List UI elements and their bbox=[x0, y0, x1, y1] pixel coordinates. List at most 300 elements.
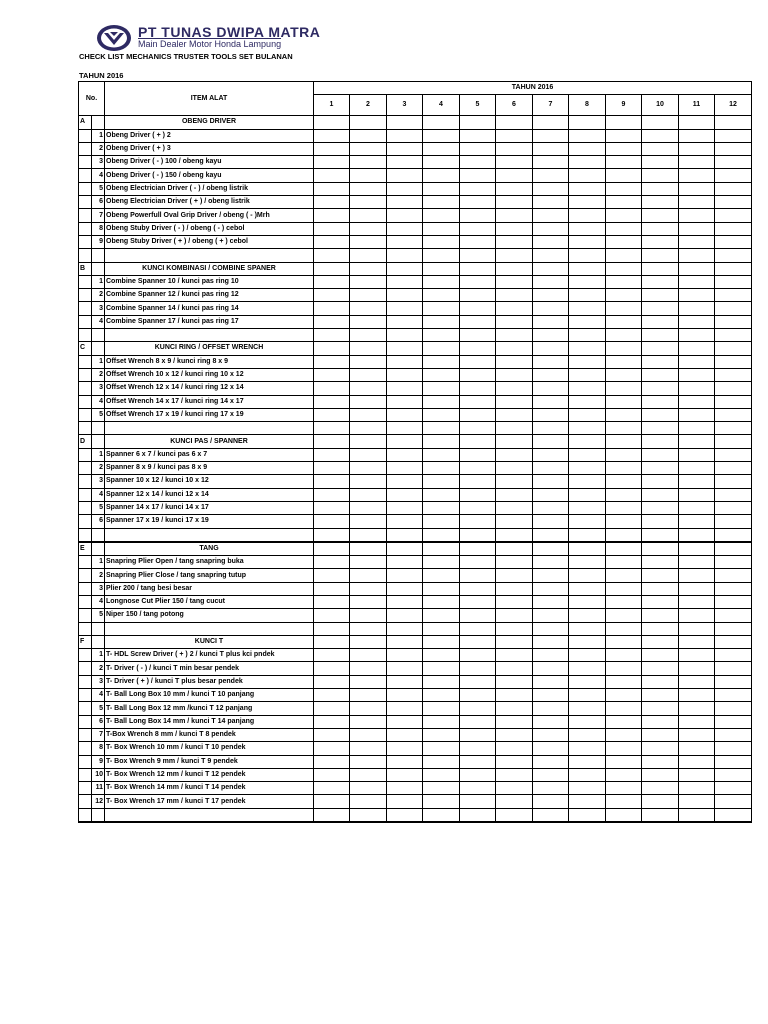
check-cell-month-12[interactable] bbox=[715, 556, 752, 569]
check-cell-month-11[interactable] bbox=[679, 302, 715, 315]
check-cell-month-8[interactable] bbox=[569, 795, 606, 808]
check-cell-month-12[interactable] bbox=[715, 808, 752, 822]
check-cell-month-11[interactable] bbox=[679, 742, 715, 755]
check-cell-month-7[interactable] bbox=[533, 262, 569, 275]
check-cell-month-7[interactable] bbox=[533, 368, 569, 381]
check-cell-month-11[interactable] bbox=[679, 609, 715, 622]
check-cell-month-4[interactable] bbox=[423, 235, 460, 248]
check-cell-month-8[interactable] bbox=[569, 715, 606, 728]
check-cell-month-4[interactable] bbox=[423, 329, 460, 342]
check-cell-month-6[interactable] bbox=[496, 755, 533, 768]
check-cell-month-10[interactable] bbox=[642, 262, 679, 275]
check-cell-month-2[interactable] bbox=[350, 408, 387, 421]
check-cell-month-9[interactable] bbox=[606, 368, 642, 381]
check-cell-month-6[interactable] bbox=[496, 488, 533, 501]
check-cell-month-1[interactable] bbox=[314, 262, 350, 275]
check-cell-month-3[interactable] bbox=[387, 329, 423, 342]
check-cell-month-5[interactable] bbox=[460, 116, 496, 129]
check-cell-month-10[interactable] bbox=[642, 488, 679, 501]
check-cell-month-12[interactable] bbox=[715, 235, 752, 248]
check-cell-month-11[interactable] bbox=[679, 528, 715, 542]
check-cell-month-8[interactable] bbox=[569, 182, 606, 195]
check-cell-month-5[interactable] bbox=[460, 702, 496, 715]
check-cell-month-3[interactable] bbox=[387, 382, 423, 395]
check-cell-month-1[interactable] bbox=[314, 556, 350, 569]
check-cell-month-7[interactable] bbox=[533, 795, 569, 808]
check-cell-month-7[interactable] bbox=[533, 689, 569, 702]
check-cell-month-1[interactable] bbox=[314, 542, 350, 556]
check-cell-month-12[interactable] bbox=[715, 275, 752, 288]
check-cell-month-8[interactable] bbox=[569, 275, 606, 288]
check-cell-month-3[interactable] bbox=[387, 142, 423, 155]
check-cell-month-5[interactable] bbox=[460, 595, 496, 608]
check-cell-month-1[interactable] bbox=[314, 382, 350, 395]
check-cell-month-5[interactable] bbox=[460, 302, 496, 315]
check-cell-month-1[interactable] bbox=[314, 235, 350, 248]
check-cell-month-7[interactable] bbox=[533, 515, 569, 528]
check-cell-month-10[interactable] bbox=[642, 142, 679, 155]
check-cell-month-8[interactable] bbox=[569, 649, 606, 662]
check-cell-month-12[interactable] bbox=[715, 315, 752, 328]
check-cell-month-1[interactable] bbox=[314, 182, 350, 195]
check-cell-month-4[interactable] bbox=[423, 768, 460, 781]
check-cell-month-12[interactable] bbox=[715, 609, 752, 622]
check-cell-month-6[interactable] bbox=[496, 355, 533, 368]
check-cell-month-2[interactable] bbox=[350, 609, 387, 622]
check-cell-month-11[interactable] bbox=[679, 262, 715, 275]
check-cell-month-2[interactable] bbox=[350, 275, 387, 288]
check-cell-month-2[interactable] bbox=[350, 382, 387, 395]
check-cell-month-2[interactable] bbox=[350, 302, 387, 315]
check-cell-month-3[interactable] bbox=[387, 595, 423, 608]
check-cell-month-9[interactable] bbox=[606, 382, 642, 395]
check-cell-month-9[interactable] bbox=[606, 169, 642, 182]
check-cell-month-3[interactable] bbox=[387, 182, 423, 195]
check-cell-month-3[interactable] bbox=[387, 275, 423, 288]
check-cell-month-2[interactable] bbox=[350, 142, 387, 155]
check-cell-month-7[interactable] bbox=[533, 556, 569, 569]
check-cell-month-10[interactable] bbox=[642, 768, 679, 781]
check-cell-month-3[interactable] bbox=[387, 235, 423, 248]
check-cell-month-2[interactable] bbox=[350, 448, 387, 461]
check-cell-month-6[interactable] bbox=[496, 462, 533, 475]
check-cell-month-12[interactable] bbox=[715, 515, 752, 528]
check-cell-month-8[interactable] bbox=[569, 289, 606, 302]
check-cell-month-2[interactable] bbox=[350, 649, 387, 662]
check-cell-month-11[interactable] bbox=[679, 196, 715, 209]
check-cell-month-11[interactable] bbox=[679, 715, 715, 728]
check-cell-month-9[interactable] bbox=[606, 182, 642, 195]
check-cell-month-9[interactable] bbox=[606, 422, 642, 435]
check-cell-month-4[interactable] bbox=[423, 342, 460, 355]
check-cell-month-11[interactable] bbox=[679, 275, 715, 288]
check-cell-month-11[interactable] bbox=[679, 156, 715, 169]
check-cell-month-11[interactable] bbox=[679, 315, 715, 328]
check-cell-month-5[interactable] bbox=[460, 755, 496, 768]
check-cell-month-9[interactable] bbox=[606, 435, 642, 448]
check-cell-month-10[interactable] bbox=[642, 448, 679, 461]
check-cell-month-10[interactable] bbox=[642, 728, 679, 741]
check-cell-month-8[interactable] bbox=[569, 635, 606, 648]
check-cell-month-6[interactable] bbox=[496, 382, 533, 395]
check-cell-month-4[interactable] bbox=[423, 569, 460, 582]
check-cell-month-9[interactable] bbox=[606, 408, 642, 421]
check-cell-month-10[interactable] bbox=[642, 182, 679, 195]
check-cell-month-1[interactable] bbox=[314, 422, 350, 435]
check-cell-month-6[interactable] bbox=[496, 728, 533, 741]
check-cell-month-3[interactable] bbox=[387, 435, 423, 448]
check-cell-month-8[interactable] bbox=[569, 156, 606, 169]
check-cell-month-12[interactable] bbox=[715, 196, 752, 209]
check-cell-month-3[interactable] bbox=[387, 715, 423, 728]
check-cell-month-2[interactable] bbox=[350, 116, 387, 129]
check-cell-month-9[interactable] bbox=[606, 609, 642, 622]
check-cell-month-9[interactable] bbox=[606, 582, 642, 595]
check-cell-month-5[interactable] bbox=[460, 435, 496, 448]
check-cell-month-10[interactable] bbox=[642, 662, 679, 675]
check-cell-month-3[interactable] bbox=[387, 129, 423, 142]
check-cell-month-5[interactable] bbox=[460, 462, 496, 475]
check-cell-month-4[interactable] bbox=[423, 782, 460, 795]
check-cell-month-7[interactable] bbox=[533, 782, 569, 795]
check-cell-month-1[interactable] bbox=[314, 488, 350, 501]
check-cell-month-8[interactable] bbox=[569, 169, 606, 182]
check-cell-month-1[interactable] bbox=[314, 782, 350, 795]
check-cell-month-10[interactable] bbox=[642, 249, 679, 262]
check-cell-month-4[interactable] bbox=[423, 501, 460, 514]
check-cell-month-3[interactable] bbox=[387, 582, 423, 595]
check-cell-month-5[interactable] bbox=[460, 275, 496, 288]
check-cell-month-11[interactable] bbox=[679, 795, 715, 808]
check-cell-month-8[interactable] bbox=[569, 728, 606, 741]
check-cell-month-10[interactable] bbox=[642, 116, 679, 129]
check-cell-month-12[interactable] bbox=[715, 129, 752, 142]
check-cell-month-2[interactable] bbox=[350, 209, 387, 222]
check-cell-month-10[interactable] bbox=[642, 475, 679, 488]
check-cell-month-10[interactable] bbox=[642, 808, 679, 822]
check-cell-month-4[interactable] bbox=[423, 488, 460, 501]
check-cell-month-3[interactable] bbox=[387, 315, 423, 328]
check-cell-month-8[interactable] bbox=[569, 302, 606, 315]
check-cell-month-12[interactable] bbox=[715, 622, 752, 635]
check-cell-month-9[interactable] bbox=[606, 768, 642, 781]
check-cell-month-8[interactable] bbox=[569, 755, 606, 768]
check-cell-month-1[interactable] bbox=[314, 515, 350, 528]
check-cell-month-12[interactable] bbox=[715, 355, 752, 368]
check-cell-month-3[interactable] bbox=[387, 782, 423, 795]
check-cell-month-8[interactable] bbox=[569, 435, 606, 448]
check-cell-month-5[interactable] bbox=[460, 368, 496, 381]
check-cell-month-6[interactable] bbox=[496, 569, 533, 582]
check-cell-month-4[interactable] bbox=[423, 182, 460, 195]
check-cell-month-9[interactable] bbox=[606, 196, 642, 209]
check-cell-month-2[interactable] bbox=[350, 235, 387, 248]
check-cell-month-3[interactable] bbox=[387, 209, 423, 222]
check-cell-month-10[interactable] bbox=[642, 742, 679, 755]
check-cell-month-12[interactable] bbox=[715, 689, 752, 702]
check-cell-month-9[interactable] bbox=[606, 329, 642, 342]
check-cell-month-4[interactable] bbox=[423, 755, 460, 768]
check-cell-month-8[interactable] bbox=[569, 556, 606, 569]
check-cell-month-6[interactable] bbox=[496, 542, 533, 556]
check-cell-month-1[interactable] bbox=[314, 755, 350, 768]
check-cell-month-2[interactable] bbox=[350, 355, 387, 368]
check-cell-month-6[interactable] bbox=[496, 235, 533, 248]
check-cell-month-4[interactable] bbox=[423, 355, 460, 368]
check-cell-month-1[interactable] bbox=[314, 342, 350, 355]
check-cell-month-8[interactable] bbox=[569, 702, 606, 715]
check-cell-month-7[interactable] bbox=[533, 235, 569, 248]
check-cell-month-3[interactable] bbox=[387, 448, 423, 461]
check-cell-month-9[interactable] bbox=[606, 501, 642, 514]
check-cell-month-8[interactable] bbox=[569, 501, 606, 514]
check-cell-month-6[interactable] bbox=[496, 209, 533, 222]
check-cell-month-2[interactable] bbox=[350, 742, 387, 755]
check-cell-month-1[interactable] bbox=[314, 302, 350, 315]
check-cell-month-7[interactable] bbox=[533, 488, 569, 501]
check-cell-month-3[interactable] bbox=[387, 542, 423, 556]
check-cell-month-8[interactable] bbox=[569, 368, 606, 381]
check-cell-month-12[interactable] bbox=[715, 542, 752, 556]
check-cell-month-9[interactable] bbox=[606, 808, 642, 822]
check-cell-month-11[interactable] bbox=[679, 209, 715, 222]
check-cell-month-3[interactable] bbox=[387, 302, 423, 315]
check-cell-month-12[interactable] bbox=[715, 262, 752, 275]
check-cell-month-5[interactable] bbox=[460, 782, 496, 795]
check-cell-month-9[interactable] bbox=[606, 475, 642, 488]
check-cell-month-3[interactable] bbox=[387, 475, 423, 488]
check-cell-month-11[interactable] bbox=[679, 635, 715, 648]
check-cell-month-2[interactable] bbox=[350, 435, 387, 448]
check-cell-month-3[interactable] bbox=[387, 368, 423, 381]
check-cell-month-11[interactable] bbox=[679, 782, 715, 795]
check-cell-month-11[interactable] bbox=[679, 422, 715, 435]
check-cell-month-10[interactable] bbox=[642, 422, 679, 435]
check-cell-month-1[interactable] bbox=[314, 209, 350, 222]
check-cell-month-3[interactable] bbox=[387, 515, 423, 528]
check-cell-month-1[interactable] bbox=[314, 582, 350, 595]
check-cell-month-7[interactable] bbox=[533, 382, 569, 395]
check-cell-month-4[interactable] bbox=[423, 542, 460, 556]
check-cell-month-10[interactable] bbox=[642, 222, 679, 235]
check-cell-month-2[interactable] bbox=[350, 368, 387, 381]
check-cell-month-8[interactable] bbox=[569, 675, 606, 688]
check-cell-month-12[interactable] bbox=[715, 662, 752, 675]
check-cell-month-10[interactable] bbox=[642, 675, 679, 688]
check-cell-month-1[interactable] bbox=[314, 728, 350, 741]
check-cell-month-10[interactable] bbox=[642, 528, 679, 542]
check-cell-month-3[interactable] bbox=[387, 662, 423, 675]
check-cell-month-3[interactable] bbox=[387, 342, 423, 355]
check-cell-month-3[interactable] bbox=[387, 262, 423, 275]
check-cell-month-8[interactable] bbox=[569, 542, 606, 556]
check-cell-month-11[interactable] bbox=[679, 382, 715, 395]
check-cell-month-4[interactable] bbox=[423, 222, 460, 235]
check-cell-month-7[interactable] bbox=[533, 435, 569, 448]
check-cell-month-9[interactable] bbox=[606, 728, 642, 741]
check-cell-month-7[interactable] bbox=[533, 595, 569, 608]
check-cell-month-4[interactable] bbox=[423, 156, 460, 169]
check-cell-month-2[interactable] bbox=[350, 262, 387, 275]
check-cell-month-12[interactable] bbox=[715, 728, 752, 741]
check-cell-month-8[interactable] bbox=[569, 329, 606, 342]
check-cell-month-10[interactable] bbox=[642, 355, 679, 368]
check-cell-month-4[interactable] bbox=[423, 715, 460, 728]
check-cell-month-6[interactable] bbox=[496, 582, 533, 595]
check-cell-month-7[interactable] bbox=[533, 528, 569, 542]
check-cell-month-3[interactable] bbox=[387, 395, 423, 408]
check-cell-month-11[interactable] bbox=[679, 462, 715, 475]
check-cell-month-11[interactable] bbox=[679, 169, 715, 182]
check-cell-month-12[interactable] bbox=[715, 182, 752, 195]
check-cell-month-1[interactable] bbox=[314, 289, 350, 302]
check-cell-month-8[interactable] bbox=[569, 515, 606, 528]
check-cell-month-3[interactable] bbox=[387, 355, 423, 368]
check-cell-month-2[interactable] bbox=[350, 395, 387, 408]
check-cell-month-11[interactable] bbox=[679, 622, 715, 635]
check-cell-month-1[interactable] bbox=[314, 742, 350, 755]
check-cell-month-10[interactable] bbox=[642, 715, 679, 728]
check-cell-month-10[interactable] bbox=[642, 382, 679, 395]
check-cell-month-4[interactable] bbox=[423, 116, 460, 129]
check-cell-month-9[interactable] bbox=[606, 675, 642, 688]
check-cell-month-7[interactable] bbox=[533, 768, 569, 781]
check-cell-month-11[interactable] bbox=[679, 342, 715, 355]
check-cell-month-7[interactable] bbox=[533, 582, 569, 595]
check-cell-month-7[interactable] bbox=[533, 462, 569, 475]
check-cell-month-5[interactable] bbox=[460, 488, 496, 501]
check-cell-month-11[interactable] bbox=[679, 728, 715, 741]
check-cell-month-7[interactable] bbox=[533, 702, 569, 715]
check-cell-month-7[interactable] bbox=[533, 156, 569, 169]
check-cell-month-9[interactable] bbox=[606, 116, 642, 129]
check-cell-month-9[interactable] bbox=[606, 395, 642, 408]
check-cell-month-5[interactable] bbox=[460, 196, 496, 209]
check-cell-month-7[interactable] bbox=[533, 222, 569, 235]
check-cell-month-12[interactable] bbox=[715, 209, 752, 222]
check-cell-month-5[interactable] bbox=[460, 156, 496, 169]
check-cell-month-10[interactable] bbox=[642, 556, 679, 569]
check-cell-month-2[interactable] bbox=[350, 808, 387, 822]
check-cell-month-8[interactable] bbox=[569, 249, 606, 262]
check-cell-month-4[interactable] bbox=[423, 635, 460, 648]
check-cell-month-6[interactable] bbox=[496, 742, 533, 755]
check-cell-month-1[interactable] bbox=[314, 448, 350, 461]
check-cell-month-8[interactable] bbox=[569, 768, 606, 781]
check-cell-month-4[interactable] bbox=[423, 302, 460, 315]
check-cell-month-10[interactable] bbox=[642, 702, 679, 715]
check-cell-month-11[interactable] bbox=[679, 329, 715, 342]
check-cell-month-3[interactable] bbox=[387, 755, 423, 768]
check-cell-month-5[interactable] bbox=[460, 222, 496, 235]
check-cell-month-9[interactable] bbox=[606, 235, 642, 248]
check-cell-month-7[interactable] bbox=[533, 342, 569, 355]
check-cell-month-12[interactable] bbox=[715, 342, 752, 355]
check-cell-month-12[interactable] bbox=[715, 755, 752, 768]
check-cell-month-6[interactable] bbox=[496, 408, 533, 421]
check-cell-month-2[interactable] bbox=[350, 556, 387, 569]
check-cell-month-9[interactable] bbox=[606, 515, 642, 528]
check-cell-month-6[interactable] bbox=[496, 275, 533, 288]
check-cell-month-6[interactable] bbox=[496, 395, 533, 408]
check-cell-month-1[interactable] bbox=[314, 169, 350, 182]
check-cell-month-5[interactable] bbox=[460, 728, 496, 741]
check-cell-month-10[interactable] bbox=[642, 515, 679, 528]
check-cell-month-6[interactable] bbox=[496, 475, 533, 488]
check-cell-month-12[interactable] bbox=[715, 382, 752, 395]
check-cell-month-4[interactable] bbox=[423, 582, 460, 595]
check-cell-month-3[interactable] bbox=[387, 609, 423, 622]
check-cell-month-11[interactable] bbox=[679, 142, 715, 155]
check-cell-month-3[interactable] bbox=[387, 222, 423, 235]
check-cell-month-7[interactable] bbox=[533, 315, 569, 328]
check-cell-month-12[interactable] bbox=[715, 582, 752, 595]
check-cell-month-3[interactable] bbox=[387, 808, 423, 822]
check-cell-month-12[interactable] bbox=[715, 302, 752, 315]
check-cell-month-4[interactable] bbox=[423, 595, 460, 608]
check-cell-month-12[interactable] bbox=[715, 501, 752, 514]
check-cell-month-9[interactable] bbox=[606, 635, 642, 648]
check-cell-month-8[interactable] bbox=[569, 342, 606, 355]
check-cell-month-7[interactable] bbox=[533, 662, 569, 675]
check-cell-month-3[interactable] bbox=[387, 289, 423, 302]
check-cell-month-12[interactable] bbox=[715, 222, 752, 235]
check-cell-month-2[interactable] bbox=[350, 475, 387, 488]
check-cell-month-2[interactable] bbox=[350, 582, 387, 595]
check-cell-month-5[interactable] bbox=[460, 649, 496, 662]
check-cell-month-10[interactable] bbox=[642, 635, 679, 648]
check-cell-month-11[interactable] bbox=[679, 689, 715, 702]
check-cell-month-12[interactable] bbox=[715, 462, 752, 475]
check-cell-month-2[interactable] bbox=[350, 662, 387, 675]
check-cell-month-12[interactable] bbox=[715, 595, 752, 608]
check-cell-month-3[interactable] bbox=[387, 569, 423, 582]
check-cell-month-6[interactable] bbox=[496, 448, 533, 461]
check-cell-month-6[interactable] bbox=[496, 342, 533, 355]
check-cell-month-6[interactable] bbox=[496, 649, 533, 662]
check-cell-month-3[interactable] bbox=[387, 249, 423, 262]
check-cell-month-10[interactable] bbox=[642, 196, 679, 209]
check-cell-month-5[interactable] bbox=[460, 675, 496, 688]
check-cell-month-11[interactable] bbox=[679, 569, 715, 582]
check-cell-month-7[interactable] bbox=[533, 129, 569, 142]
check-cell-month-11[interactable] bbox=[679, 542, 715, 556]
check-cell-month-9[interactable] bbox=[606, 355, 642, 368]
check-cell-month-1[interactable] bbox=[314, 222, 350, 235]
check-cell-month-9[interactable] bbox=[606, 275, 642, 288]
check-cell-month-10[interactable] bbox=[642, 435, 679, 448]
check-cell-month-1[interactable] bbox=[314, 768, 350, 781]
check-cell-month-9[interactable] bbox=[606, 315, 642, 328]
check-cell-month-2[interactable] bbox=[350, 196, 387, 209]
check-cell-month-11[interactable] bbox=[679, 501, 715, 514]
check-cell-month-4[interactable] bbox=[423, 622, 460, 635]
check-cell-month-8[interactable] bbox=[569, 142, 606, 155]
check-cell-month-7[interactable] bbox=[533, 448, 569, 461]
check-cell-month-2[interactable] bbox=[350, 222, 387, 235]
check-cell-month-12[interactable] bbox=[715, 649, 752, 662]
check-cell-month-10[interactable] bbox=[642, 595, 679, 608]
check-cell-month-4[interactable] bbox=[423, 382, 460, 395]
check-cell-month-5[interactable] bbox=[460, 795, 496, 808]
check-cell-month-10[interactable] bbox=[642, 235, 679, 248]
check-cell-month-1[interactable] bbox=[314, 808, 350, 822]
check-cell-month-8[interactable] bbox=[569, 408, 606, 421]
check-cell-month-2[interactable] bbox=[350, 528, 387, 542]
check-cell-month-5[interactable] bbox=[460, 235, 496, 248]
check-cell-month-1[interactable] bbox=[314, 501, 350, 514]
check-cell-month-1[interactable] bbox=[314, 355, 350, 368]
